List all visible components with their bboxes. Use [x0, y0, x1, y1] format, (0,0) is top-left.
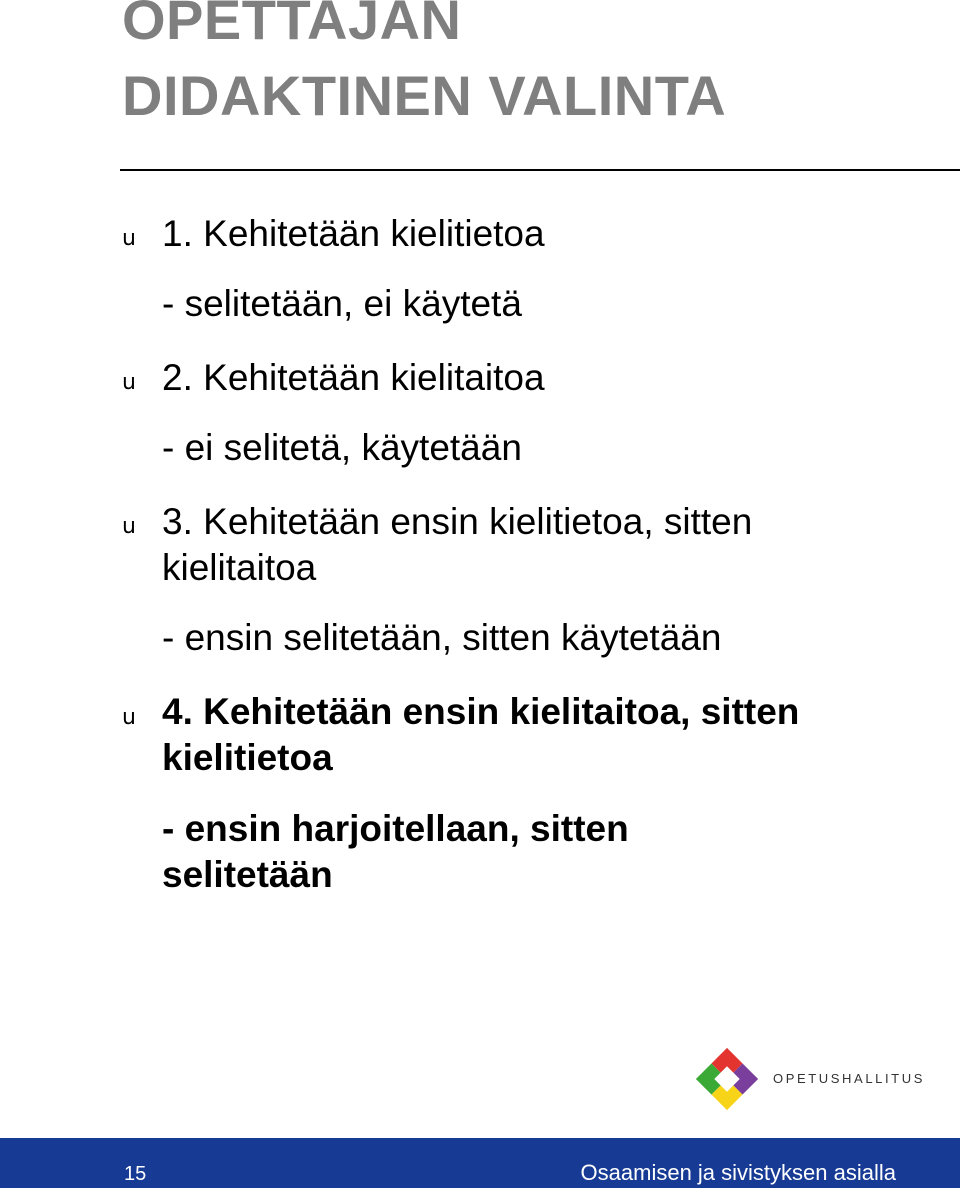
title-divider	[120, 169, 960, 171]
list-item-4: 4. Kehitetään ensin kielitaitoa, sitten kielitietoa	[162, 691, 800, 778]
footer-tagline: Osaamisen ja sivistyksen asialla	[580, 1160, 896, 1185]
page-number: 15	[124, 1163, 147, 1185]
title-line-2: DIDAKTINEN VALINTA	[122, 64, 727, 127]
bullet-marker: u	[122, 514, 136, 539]
list-item-1: 1. Kehitetään kielitietoa	[162, 213, 545, 254]
list-item-2-detail: - ei selitetä, käytetään	[162, 427, 522, 468]
list-item-3: 3. Kehitetään ensin kielitietoa, sitten kielitaitoa	[162, 501, 753, 588]
list-item-2: 2. Kehitetään kielitaitoa	[162, 357, 545, 398]
organization-name: OPETUSHALLITUS	[773, 1071, 925, 1086]
page-title	[122, 0, 726, 134]
list-item-3-detail: - ensin selitetään, sitten käytetään	[162, 617, 722, 658]
list-item-1-detail: - selitetään, ei käytetä	[162, 283, 522, 324]
opetushallitus-logo-icon	[696, 1048, 758, 1110]
list-item-4-detail: - ensin harjoitellaan, sitten selitetään	[162, 808, 629, 895]
bullet-marker: u	[122, 226, 136, 251]
bullet-marker: u	[122, 705, 136, 730]
title-line-1: OPETTAJAN	[122, 0, 462, 51]
bullet-marker: u	[122, 370, 136, 395]
footer-bar	[0, 1138, 960, 1188]
